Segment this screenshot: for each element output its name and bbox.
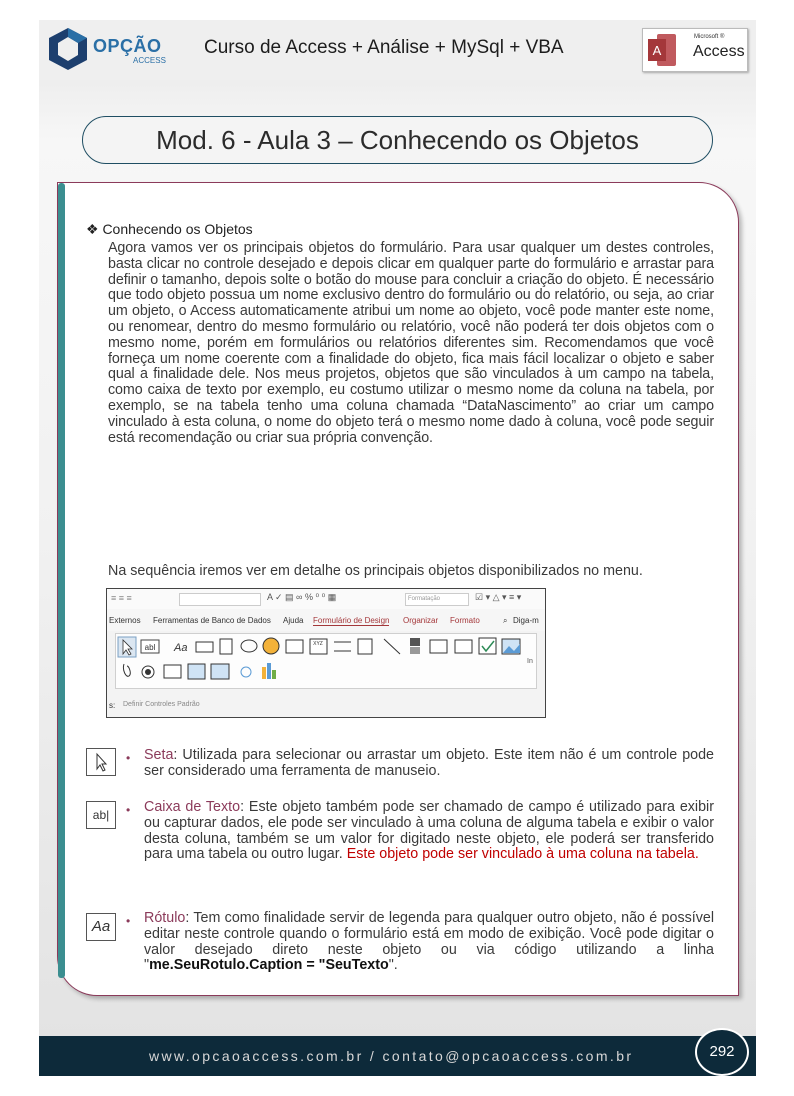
access-logo (642, 28, 748, 72)
header (39, 20, 756, 80)
search-icon[interactable]: ⌕ (503, 616, 508, 625)
keyword-seta: Seta (144, 747, 174, 763)
footer-contact: www.opcaoaccess.com.br / contato@opcaoaccess.com.br (149, 1048, 634, 1064)
bullet-icon: • (126, 914, 131, 928)
fill-tool-icons: ☑ ▾ △ ▾ ≡ ▾ (475, 592, 522, 602)
accent-bar (58, 183, 65, 978)
tab-formulario-design[interactable]: Formulário de Design (313, 616, 390, 625)
item-caixa-texto-text (144, 800, 714, 863)
item-caixa-texto-body: : Este objeto também pode ser chamado de campo é utilizado para exibir ou capturar dados, ele pode ser vinculado à uma coluna de alguma tabela e exibir o valor desta coluna, também se um valor for digitado neste objeto, ele poderá ser transferido para uma tabela ou outro lugar. (144, 799, 714, 863)
page (39, 20, 756, 1076)
logo-subtitle: ACCESS (133, 56, 166, 65)
tab-ajuda[interactable]: Ajuda (283, 616, 304, 625)
arrow-cursor-icon (86, 748, 116, 776)
course-title: Curso de Access + Análise + MySql + VBA (204, 37, 564, 58)
footer (39, 1036, 756, 1076)
align-icons: ≡ ≡ ≡ (111, 593, 132, 603)
bullet-icon: • (126, 803, 131, 817)
ribbon-screenshot (106, 588, 546, 718)
tab-organizar[interactable]: Organizar (403, 616, 439, 625)
define-controls-label[interactable]: Definir Controles Padrão (123, 701, 200, 708)
sequence-paragraph: Na sequência iremos ver em detalhe os principais objetos disponibilizados no menu. (108, 563, 643, 579)
tab-diga[interactable]: Diga-m (513, 616, 539, 625)
format-box: Formatação (405, 593, 469, 606)
opcao-logo (45, 26, 175, 72)
access-logo-letter: A (652, 43, 662, 58)
logo-word: OPÇÃO (93, 36, 162, 56)
hexagon-logo-icon (45, 26, 91, 72)
bullet-icon: • (126, 751, 131, 765)
access-app-icon (647, 33, 677, 67)
ribbon-footer-prefix: s: (109, 701, 116, 710)
option-group-label: XYZ (313, 641, 323, 647)
label-control-label: Aa (174, 642, 188, 654)
tab-formato[interactable]: Formato (450, 616, 480, 625)
item-seta-body: : Utilizada para selecionar ou arrastar um objeto. Este item não é um controle pode ser considerado uma ferramenta de manuseio. (144, 747, 714, 779)
font-name-box (179, 593, 261, 606)
label-icon: Aa (86, 913, 116, 941)
intro-paragraph: Agora vamos ver os principais objetos do formulário. Para usar qualquer um destes controles, basta clicar no controle desejado e depois clicar em qualquer parte do formulário e arrastar para definir o tamanho, depois solte o botão do mouse para concluir a criação do objeto. É necessário que todo objeto possua um nome exclusivo dentro do formulário ou do relatório, ou seja, ao criar um objeto, o Access automaticamente atribui um nome ao objeto, você pode manter este nome, ou renomear, dentro do mesmo formulário ou relatório, você não poderá ter dois objetos com o mesmo nome, porém em formulários ou relatórios diferentes sim. Recomendamos que você forneça um nome coerente com a finalidade do objeto, fica mais fácil localizar o objeto e saber qual a finalidade dele. Nos meus projetos, objetos que são vinculados à um campo na tabela, como caixa de texto por exemplo, eu costumo utilizar o mesmo nome da coluna na tabela, por exemplo, se na tabela tenho uma coluna chamada “DataNascimento” ao criar um campo vinculado à esta coluna, o nome do objeto terá o mesmo nome dado à coluna, você pode seguir está recomendação ou criar sua própria convenção. (108, 240, 714, 446)
textbox-control-label: abl (144, 643, 156, 652)
module-title: Mod. 6 - Aula 3 – Conhecendo os Objetos (82, 116, 713, 164)
keyword-caixa-texto: Caixa de Texto (144, 799, 241, 815)
item-rotulo-end: ". (388, 957, 398, 974)
ribbon-format-row (107, 589, 545, 610)
format-tool-icons: A ✓ ▤ ∞ % ⁰ ⁰ ▦ (267, 592, 337, 602)
access-logo-ms: Microsoft ® (694, 34, 725, 40)
section-heading: ❖ Conhecendo os Objetos (86, 221, 253, 237)
item-seta-text (144, 748, 714, 780)
item-rotulo-body: : Tem como finalidade servir de legenda para qualquer outro objeto, não é possível editar neste controle quando o formulário está em modo de exibição. Você pode digitar o valor desejado direto neste objeto ou via código utilizando a linha " (144, 910, 714, 974)
item-rotulo-text (144, 911, 714, 974)
tab-externos[interactable]: Externos (109, 616, 141, 625)
content-card (57, 182, 739, 996)
item-rotulo-code: me.SeuRotulo.Caption = "SeuTexto (149, 957, 389, 974)
item-caixa-texto-emphasis: Este objeto pode ser vinculado à uma coluna na tabela. (346, 846, 699, 863)
ribbon-tabs (107, 609, 545, 631)
page-number: 292 (695, 1028, 749, 1076)
ribbon-side-label: In (527, 658, 533, 665)
keyword-rotulo: Rótulo (144, 910, 186, 926)
access-logo-name: Access (693, 43, 745, 60)
controls-icons (116, 634, 536, 688)
textbox-icon: ab| (86, 801, 116, 829)
controls-panel (115, 633, 537, 689)
tab-ferramentas[interactable]: Ferramentas de Banco de Dados (153, 616, 271, 625)
